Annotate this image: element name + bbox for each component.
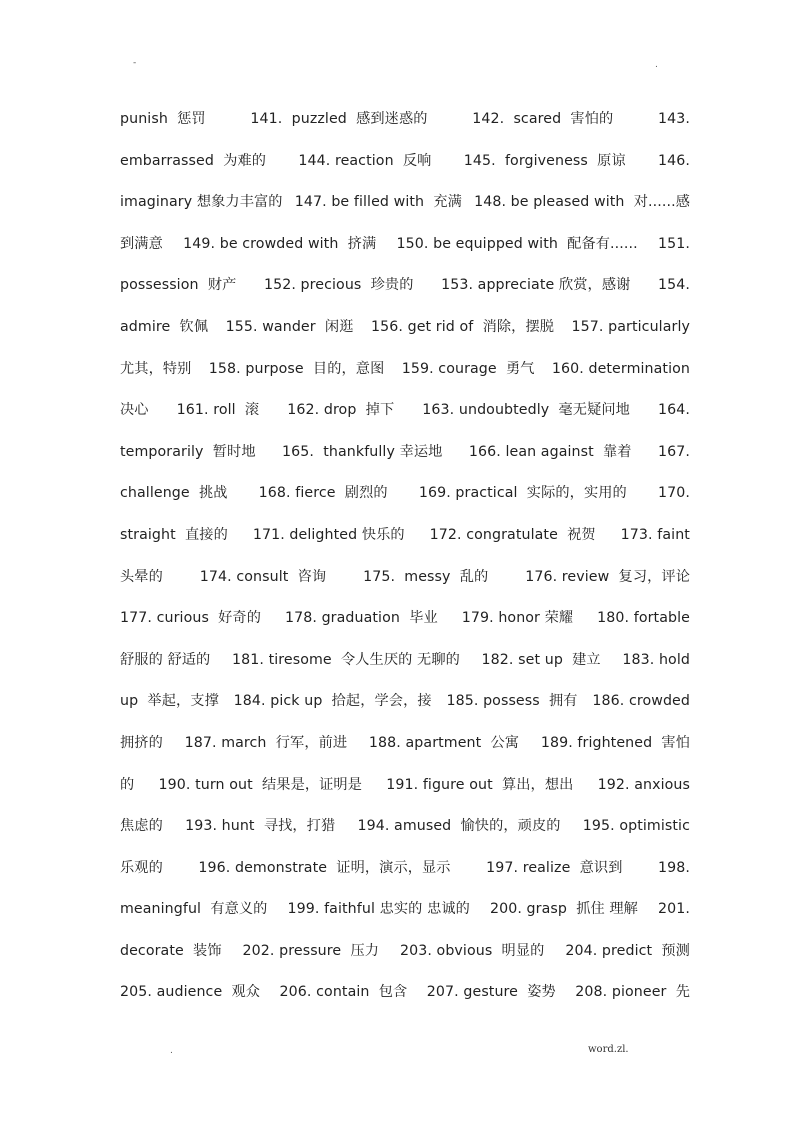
vocab-entry: 196. demonstrate 证明，演示，显示	[198, 859, 451, 876]
vocab-entry: 150. be equipped with 配备有......	[396, 235, 638, 252]
vocab-entry: 173. faint	[620, 526, 690, 543]
vocab-entry: 145. forgiveness 原谅	[463, 152, 626, 169]
vocab-entry: 152. precious 珍贵的	[263, 277, 414, 294]
vocab-entry: 170.	[657, 485, 690, 502]
text-line	[120, 815, 690, 857]
text-line	[120, 607, 690, 649]
vocab-entry: 186. crowded	[592, 693, 690, 710]
vocab-entry: 155. wander 闲逛	[225, 318, 354, 335]
text-line	[120, 649, 690, 691]
text-line	[120, 940, 690, 982]
vocab-entry: 147. be filled with 充满	[294, 194, 462, 211]
text-line	[120, 274, 690, 316]
vocab-entry: 179. honor 荣耀	[461, 610, 574, 627]
vocab-entry: 决心	[120, 402, 149, 419]
vocab-entry: 167.	[658, 443, 690, 460]
vocab-entry: decorate 装饰	[120, 942, 222, 959]
vocab-entry: 205. audience 观众	[120, 984, 261, 1001]
vocab-entry: 153. appreciate 欣赏，感谢	[441, 277, 631, 294]
vocab-entry: 161. roll 滚	[176, 402, 260, 419]
vocab-entry: 158. purpose 目的，意图	[208, 360, 385, 377]
text-line	[120, 191, 690, 233]
vocab-entry: 169. practical 实际的，实用的	[418, 485, 627, 502]
vocab-entry: 189. frightened 害怕	[540, 734, 690, 751]
vocab-entry: 156. get rid of 消除，摆脱	[371, 318, 555, 335]
vocab-entry: 143.	[657, 111, 690, 127]
vocab-entry: 188. apartment 公寓	[368, 734, 520, 751]
vocab-entry: 146.	[657, 152, 690, 169]
vocab-entry: meaningful 有意义的	[120, 901, 268, 918]
vocab-entry: admire 钦佩	[120, 318, 209, 335]
vocab-entry: 208. pioneer 先	[575, 984, 690, 1001]
vocab-entry: 的	[120, 776, 135, 793]
vocab-entry: 乐观的	[120, 859, 163, 876]
vocab-entry: 178. graduation 毕业	[284, 610, 438, 627]
vocab-entry: 176. review 复习，评论	[525, 568, 690, 585]
text-line	[120, 233, 690, 275]
vocab-entry: 163. undoubtedly 毫无疑问地	[422, 402, 630, 419]
vocab-entry: 157. particularly	[571, 318, 690, 335]
vocab-entry: 148. be pleased with 对......感	[474, 194, 690, 211]
vocab-entry: 头晕的	[120, 568, 163, 585]
text-line	[120, 857, 690, 899]
vocab-entry: 182. set up 建立	[481, 651, 601, 668]
vocab-entry: 159. courage 勇气	[401, 360, 535, 377]
header-right-mark: .	[655, 60, 658, 70]
vocab-entry: 197. realize 意识到	[486, 859, 623, 876]
text-line	[120, 981, 690, 1023]
vocab-entry: 168. fierce 剧烈的	[258, 485, 388, 502]
vocab-entry: 拥挤的	[120, 734, 163, 751]
text-line	[120, 399, 690, 441]
text-line	[120, 358, 690, 400]
vocab-entry: temporarily 暂时地	[120, 443, 256, 460]
text-line	[120, 898, 690, 940]
vocab-entry: 204. predict 预测	[565, 942, 690, 959]
text-line	[120, 150, 690, 192]
vocab-entry: 207. gesture 姿势	[426, 984, 556, 1001]
text-line	[120, 774, 690, 816]
vocab-entry: embarrassed 为难的	[120, 152, 267, 169]
vocab-entry: 187. march 行军，前进	[184, 734, 348, 751]
vocab-entry: 180. fortable	[597, 610, 690, 627]
header-left-mark: -	[133, 58, 137, 68]
vocab-entry: 185. possess 拥有	[446, 693, 578, 710]
vocab-entry: challenge 挑战	[120, 485, 228, 502]
text-line	[120, 316, 690, 358]
vocabulary-list	[120, 108, 690, 1023]
vocab-entry: 191. figure out 算出，想出	[386, 776, 574, 793]
vocab-entry: 190. turn out 结果是，证明是	[158, 776, 363, 793]
vocab-entry: 舒服的 舒适的	[120, 651, 211, 668]
text-line	[120, 566, 690, 608]
text-line	[120, 732, 690, 774]
vocab-entry: imaginary 想象力丰富的	[120, 194, 283, 211]
vocab-entry: 199. faithful 忠实的 忠诚的	[287, 901, 470, 918]
footer-left-mark: .	[170, 1046, 173, 1056]
text-line	[120, 524, 690, 566]
vocab-entry: 202. pressure 压力	[242, 942, 380, 959]
vocab-entry: possession 财产	[120, 277, 237, 294]
vocab-entry: 184. pick up 拾起，学会，接	[233, 693, 432, 710]
vocab-entry: 焦虑的	[120, 818, 163, 835]
text-line	[120, 108, 690, 150]
vocab-entry: straight 直接的	[120, 526, 228, 543]
text-line	[120, 482, 690, 524]
vocab-entry: 164.	[657, 402, 690, 419]
vocab-entry: 154.	[657, 277, 690, 294]
vocab-entry: 203. obvious 明显的	[399, 942, 545, 959]
vocab-entry: 177. curious 好奇的	[120, 610, 262, 627]
vocab-entry: 192. anxious	[597, 776, 690, 793]
vocab-entry: 201.	[657, 901, 690, 918]
vocab-entry: 175. messy 乱的	[363, 568, 489, 585]
vocab-entry: 到满意	[120, 235, 163, 252]
vocab-entry: 尤其，特别	[120, 360, 192, 377]
vocab-entry: 149. be crowded with 挤满	[183, 235, 377, 252]
vocab-entry: 198.	[657, 859, 690, 876]
vocab-entry: 200. grasp 抓住 理解	[489, 901, 638, 918]
text-line	[120, 690, 690, 732]
footer-source-text: word.zl.	[588, 1044, 629, 1055]
vocab-entry: 174. consult 咨询	[199, 568, 327, 585]
vocab-entry: punish 惩罚	[120, 111, 206, 127]
vocab-entry: 194. amused 愉快的，顽皮的	[357, 818, 561, 835]
text-line	[120, 441, 690, 483]
vocab-entry: 166. lean against 靠着	[468, 443, 632, 460]
vocab-entry: 142. scared 害怕的	[472, 111, 614, 127]
vocab-entry: up 举起，支撑	[120, 693, 219, 710]
vocab-entry: 206. contain 包含	[279, 984, 408, 1001]
vocab-entry: 195. optimistic	[582, 818, 690, 835]
vocab-entry: 151.	[657, 235, 690, 252]
vocab-entry: 172. congratulate 祝贺	[429, 526, 596, 543]
vocab-entry: 193. hunt 寻找，打猎	[185, 818, 336, 835]
vocab-entry: 162. drop 掉下	[287, 402, 395, 419]
vocab-entry: 183. hold	[622, 651, 690, 668]
vocab-entry: 181. tiresome 令人生厌的 无聊的	[231, 651, 460, 668]
vocab-entry: 160. determination	[551, 360, 690, 377]
vocab-entry: 171. delighted 快乐的	[252, 526, 405, 543]
vocab-entry: 165. thankfully 幸运地	[282, 443, 443, 460]
vocab-entry: 144. reaction 反响	[298, 152, 432, 169]
vocab-entry: 141. puzzled 感到迷惑的	[250, 111, 428, 127]
